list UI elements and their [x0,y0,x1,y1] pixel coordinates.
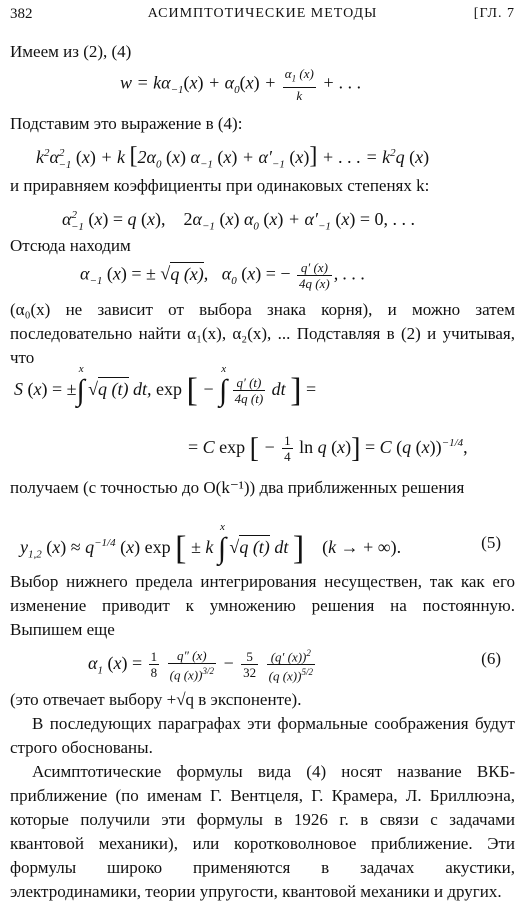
chapter-label: [ГЛ. 7 [473,6,515,21]
equation-alpha-solutions: $\alpha_{-1}$ (x) = ± √q (x), $\alpha_0$ (x) = − $\frac{q' (x)}{4q (x)}$ , . . . [80,260,366,291]
paragraph-7: Выбор нижнего предела интегрирования несуществен, так как его изменение приводит к умножению решения на постоянную. Выпишем еще [10,572,515,639]
equation-6-number: (6) [481,649,501,668]
paragraph-4: Отсюда находим [10,236,131,255]
paragraph-6: получаем (с точностью до O(k⁻¹)) два приближенных решения [10,478,465,497]
paragraph-10: Асимптотические формулы вида (4) носят название ВКБ-приближение (по именам Г. Вентцеля, Г. Крамера, Л. Бриллюэна, которые получили эти формулы в 1926 г. в связи с задачами квантовой механики), или коротковолновое приближение. Эти формулы широко применяются в задачах акустики, электродинамики, теории упругости, квантовой механики и других. [10,762,515,901]
equation-5: $y_{1,2}$ $(x) \approx q^{-1/4}$ (x) exp [ ± k ∫$^x$ √q (t) dt ] (k → + ∞). (5) [20,521,501,567]
equation-S-definition: S (x) = ±∫$^x$ √q (t) dt, exp [ − ∫$^x$ $\frac{q' (t)}{4q (t)}$ dt ] = [14,363,317,409]
page-header [10,6,515,28]
equation-S-result: = C exp [ − $\frac{1}{4}$ ln q (x)] = C (q (x))$^{-1/4}$, [188,432,468,465]
paragraph-3: и приравняем коэффициенты при одинаковых степенях k: [10,176,430,195]
paragraph-8: (это отвечает выбору +√q в экспоненте). [10,690,302,709]
paragraph-1: Имеем из (2), (4) [10,42,132,61]
page-number: 382 [10,6,33,22]
paragraph-9: В последующих параграфах эти формальные соображения будут строго обоснованы. [10,714,515,757]
equation-w-expansion: $w = k\alpha_{-1}(x) + \alpha_0(x)$ + $\frac{\alpha_1 (x)}{k}$ + . . . [120,66,362,103]
equation-5-number: (5) [481,533,501,552]
paragraph-2: Подставим это выражение в (4): [10,114,243,133]
equation-6: $\alpha_1$ (x) = $\frac{1}{8}$ $\frac{q'' (x)}{(q (x))^{3/2}}$ − $\frac{5}{32}$ $\frac{(q' (x))^2}{(q (x))^{5/2}}$ (6) [88,647,501,684]
equation-coefficients: $\alpha^2_{-1}$ (x) = q (x), $2\alpha_{-1}$ (x) $\alpha_0$ $(x) + \alpha'_{-1}$ (x) = 0, . . . [62,209,416,233]
equation-substitution: $k^2\alpha^2_{-1}$ (x) + k [$2\alpha_0$ (x) $\alpha_{-1}$ $(x) + \alpha'_{-1}$ (x)] + . . . = $k^2q$ (x) [36,143,430,171]
running-title: АСИМПТОТИЧЕСКИЕ МЕТОДЫ [147,6,378,21]
paragraph-5: (α₀(x) не зависит от выбора знака корня), и можно затем последовательно найти α₁(x), α₂(x), ... Подставляя в (2) и учитывая, что [10,300,515,367]
